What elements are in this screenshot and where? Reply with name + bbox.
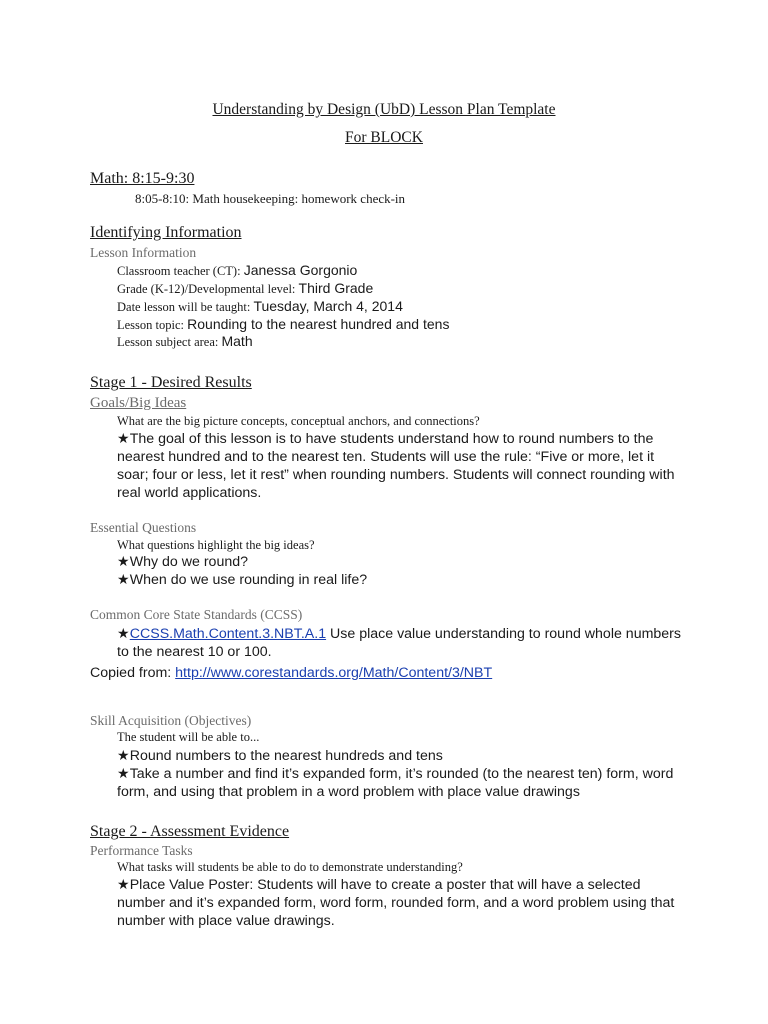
skill-item: ★Round numbers to the nearest hundreds and tens: [117, 748, 443, 764]
performance-text: ★Place Value Poster: Students will have to create a poster that will have a selected number and it’s expanded form, word form, rounded form, and a word problem using that number with place value drawings.: [117, 877, 675, 929]
field-date: [117, 298, 403, 315]
essential-item: ★When do we use rounding in real life?: [117, 572, 368, 588]
field-value: Tuesday, March 4, 2014: [253, 298, 403, 314]
field-value: Janessa Gorgonio: [243, 262, 358, 278]
field-label: Date lesson will be taught:: [117, 300, 254, 314]
field-lesson-topic: [117, 316, 449, 333]
performance-prompt: What tasks will students be able to do to demonstrate understanding?: [117, 860, 463, 874]
goals-text: ★The goal of this lesson is to have students understand how to round numbers to the nearest hundred and to the nearest ten. Students will use the rule: “Five or more, let it soar; four or less, let it rest” when rounding numbers. Students will connect rounding with real world applications.: [117, 431, 675, 501]
copied-link[interactable]: http://www.corestandards.org/Math/Content/3/NBT: [175, 665, 493, 681]
field-grade: [117, 280, 373, 297]
document-subtitle: For BLOCK: [345, 129, 423, 146]
field-value: Math: [221, 333, 253, 349]
ccss-label: Common Core State Standards (CCSS): [90, 607, 303, 622]
ccss-link[interactable]: CCSS.Math.Content.3.NBT.A.1: [129, 626, 327, 642]
math-heading: Math: 8:15-9:30: [90, 170, 195, 187]
copied-label: Copied from:: [90, 665, 176, 681]
goals-prompt: What are the big picture concepts, conceptual anchors, and connections?: [117, 414, 480, 428]
goals-label: Goals/Big Ideas: [90, 395, 187, 411]
field-subject-area: [117, 333, 253, 350]
identifying-heading: Identifying Information: [90, 224, 242, 241]
field-label: Classroom teacher (CT):: [117, 264, 244, 278]
field-value: Rounding to the nearest hundred and tens: [187, 316, 450, 332]
field-value: Third Grade: [298, 280, 374, 296]
essential-questions-label: Essential Questions: [90, 520, 197, 535]
field-label: Lesson topic:: [117, 318, 188, 332]
ccss-text: Use place value understanding to round whole numbers to the nearest 10 or 100.: [117, 626, 682, 660]
stage2-heading: Stage 2 - Assessment Evidence: [90, 823, 290, 840]
ccss-standard: [117, 625, 687, 661]
field-label: Lesson subject area:: [117, 335, 222, 349]
lesson-information-label: Lesson Information: [90, 245, 197, 260]
skill-item: ★Take a number and find it’s expanded form, it’s rounded (to the nearest ten) form, word form, and using that problem in a word problem with place value drawings: [117, 766, 674, 800]
star-icon: ★: [117, 626, 130, 642]
essential-prompt: What questions highlight the big ideas?: [117, 538, 315, 552]
math-housekeeping: 8:05-8:10: Math housekeeping: homework check-in: [135, 191, 406, 206]
stage1-heading: Stage 1 - Desired Results: [90, 374, 252, 391]
skill-acquisition-label: Skill Acquisition (Objectives): [90, 713, 252, 728]
document-title: Understanding by Design (UbD) Lesson Plan Template: [212, 101, 556, 118]
essential-item: ★Why do we round?: [117, 554, 249, 570]
field-classroom-teacher: [117, 262, 357, 279]
copied-from: [90, 664, 660, 682]
skills-prompt: The student will be able to...: [117, 730, 260, 744]
field-label: Grade (K-12)/Developmental level:: [117, 282, 299, 296]
performance-tasks-label: Performance Tasks: [90, 843, 193, 858]
